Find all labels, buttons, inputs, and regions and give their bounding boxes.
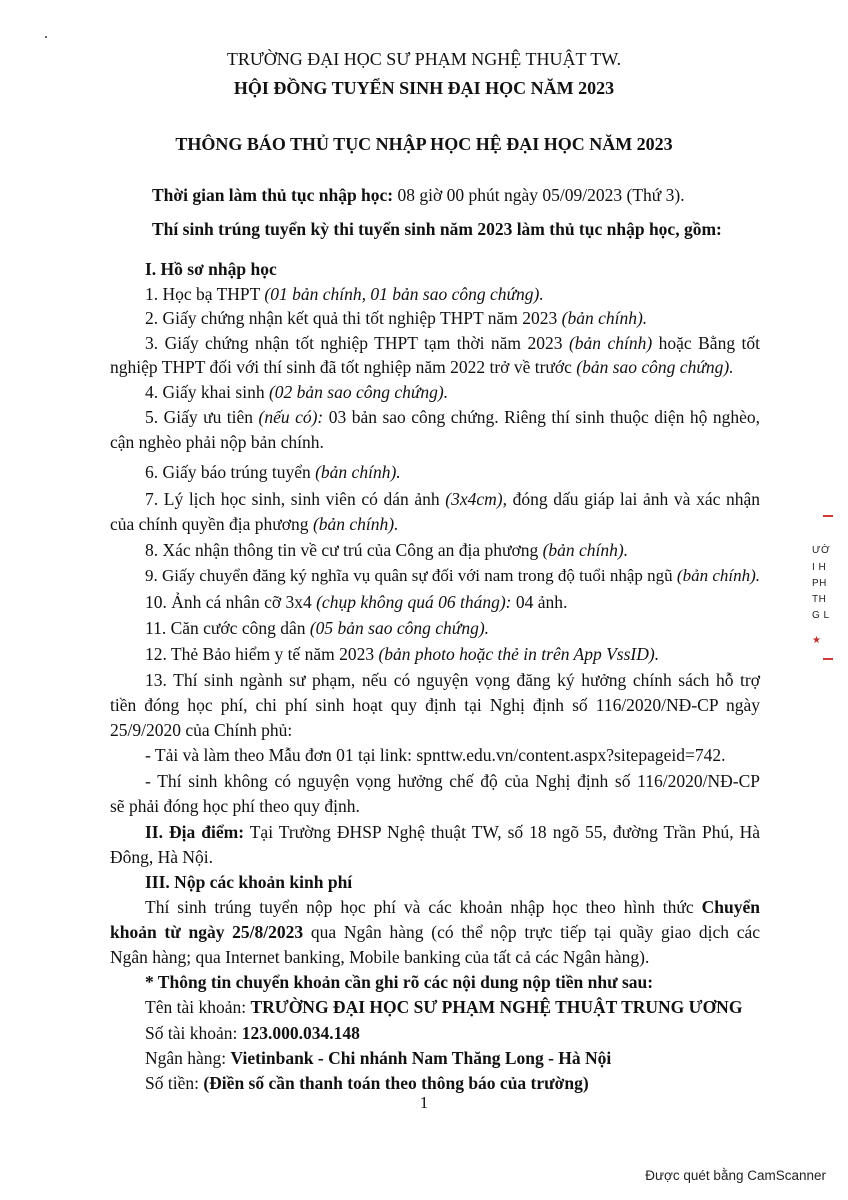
stamp-mark — [823, 658, 833, 660]
scanner-watermark: Được quét bằng CamScanner — [645, 1168, 826, 1183]
section3-heading: III. Nộp các khoản kinh phí — [145, 872, 353, 892]
list-item: 9. Giấy chuyển đăng ký nghĩa vụ quân sự đối với nam trong độ tuổi nhập ngũ (bản chính). — [145, 566, 760, 585]
section2-continuation: Đông, Hà Nội. — [110, 847, 214, 867]
list-item-continuation: tiền đóng học phí, chi phí sinh hoạt quy định tại Nghị định số 116/2020/NĐ-CP ngày — [110, 695, 760, 715]
section1-heading: I. Hồ sơ nhập học — [145, 259, 277, 279]
list-item: 11. Căn cước công dân (05 bản sao công chứng). — [145, 618, 490, 638]
admission-time-label: Thời gian làm thủ tục nhập học: — [152, 185, 394, 205]
admission-time — [152, 184, 685, 206]
list-item-continuation: sẽ phải đóng học phí theo quy định. — [110, 796, 360, 816]
stamp-star-icon: ★ — [812, 635, 822, 646]
side-stamp-text: G L — [812, 610, 830, 621]
list-item-continuation: 25/9/2020 của Chính phủ: — [110, 720, 293, 740]
list-item: 8. Xác nhận thông tin về cư trú của Công an địa phương (bản chính). — [145, 540, 629, 560]
candidates-intro: Thí sinh trúng tuyển kỳ thi tuyển sinh năm 2023 làm thủ tục nhập học, gồm: — [152, 219, 722, 239]
account-number: Số tài khoản: 123.000.034.148 — [145, 1023, 360, 1043]
side-stamp-text: TH — [812, 594, 827, 605]
stamp-mark — [823, 515, 833, 517]
list-item-continuation: của chính quyền địa phương (bản chính). — [110, 514, 399, 534]
bank-name: Ngân hàng: Vietinbank - Chi nhánh Nam Thăng Long - Hà Nội — [145, 1048, 612, 1068]
list-subitem: - Tải và làm theo Mẫu đơn 01 tại link: spnttw.edu.vn/content.aspx?sitepageid=742. — [145, 745, 726, 765]
list-item: 1. Học bạ THPT (01 bản chính, 01 bản sao công chứng). — [145, 284, 544, 304]
account-name: Tên tài khoản: TRƯỜNG ĐẠI HỌC SƯ PHẠM NGHỆ THUẬT TRUNG ƯƠNG — [145, 997, 743, 1017]
fees-paragraph-continuation: Ngân hàng; qua Internet banking, Mobile banking của tất cả các Ngân hàng). — [110, 947, 650, 967]
fees-paragraph: Thí sinh trúng tuyển nộp học phí và các khoản nhập học theo hình thức Chuyển — [145, 897, 760, 917]
list-item: 7. Lý lịch học sinh, sinh viên có dán ảnh (3x4cm), đóng dấu giáp lai ảnh và xác nhận — [145, 489, 760, 509]
list-item: 3. Giấy chứng nhận tốt nghiệp THPT tạm thời năm 2023 (bản chính) hoặc Bằng tốt — [145, 333, 761, 353]
list-subitem: - Thí sinh không có nguyện vọng hưởng chế độ của Nghị định số 116/2020/NĐ-CP — [145, 771, 760, 791]
list-item: 6. Giấy báo trúng tuyển (bản chính). — [145, 462, 401, 482]
document-title: THÔNG BÁO THỦ TỤC NHẬP HỌC HỆ ĐẠI HỌC NĂM 2023 — [175, 134, 673, 154]
side-stamp-text: PH — [812, 578, 827, 589]
list-item: 13. Thí sinh ngành sư phạm, nếu có nguyện vọng đăng ký hưởng chính sách hỗ trợ — [145, 670, 760, 690]
side-stamp-text: ƯỜ — [812, 545, 831, 556]
list-item: 12. Thẻ Bảo hiểm y tế năm 2023 (bản photo hoặc thẻ in trên App VssID). — [145, 644, 660, 664]
list-item-continuation: cận nghèo phải nộp bản chính. — [110, 432, 324, 452]
admission-time-value: 08 giờ 00 phút ngày 05/09/2023 (Thứ 3). — [393, 185, 685, 205]
council-name: HỘI ĐỒNG TUYỂN SINH ĐẠI HỌC NĂM 2023 — [233, 78, 615, 98]
section2-label: II. Địa điểm: — [145, 822, 245, 842]
section2-location: II. Địa điểm: Tại Trường ĐHSP Nghệ thuật TW, số 18 ngõ 55, đường Trần Phú, Hà — [145, 822, 760, 842]
list-item: 2. Giấy chứng nhận kết quả thi tốt nghiệp THPT năm 2023 (bản chính). — [145, 308, 648, 328]
list-item: 5. Giấy ưu tiên (nếu có): 03 bản sao công chứng. Riêng thí sinh thuộc diện hộ nghèo, — [145, 407, 761, 427]
transfer-note: * Thông tin chuyển khoản cần ghi rõ các nội dung nộp tiền như sau: — [145, 972, 654, 992]
scan-speck — [45, 36, 47, 38]
fees-paragraph-continuation: khoản từ ngày 25/8/2023 qua Ngân hàng (có thể nộp trực tiếp tại quầy giao dịch các — [110, 922, 761, 942]
amount: Số tiền: (Điền số cần thanh toán theo thông báo của trường) — [145, 1073, 589, 1093]
list-item: 4. Giấy khai sinh (02 bản sao công chứng). — [145, 382, 449, 402]
side-stamp-text: I H — [812, 562, 827, 573]
list-item-continuation: nghiệp THPT đối với thí sinh đã tốt nghiệp năm 2022 trở về trước (bản sao công chứng). — [110, 357, 734, 377]
list-item: 10. Ảnh cá nhân cỡ 3x4 (chụp không quá 06 tháng): 04 ảnh. — [145, 592, 568, 612]
school-name: TRƯỜNG ĐẠI HỌC SƯ PHẠM NGHỆ THUẬT TW. — [226, 49, 622, 69]
page-number: 1 — [419, 1093, 429, 1112]
